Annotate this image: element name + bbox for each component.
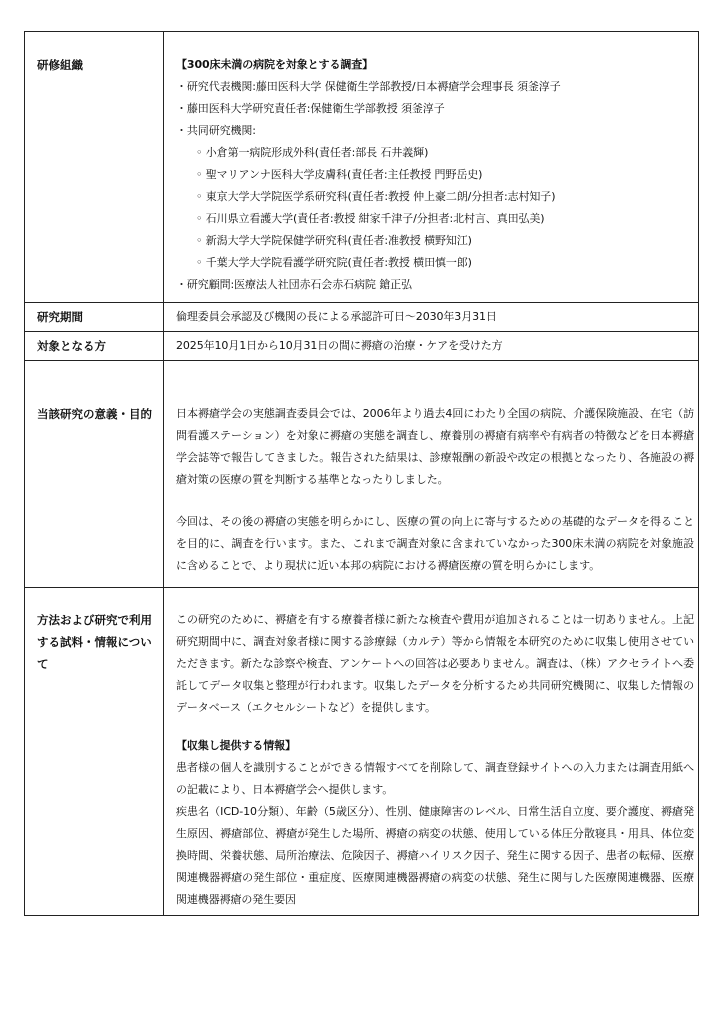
purpose-content	[164, 361, 698, 587]
label-cell	[25, 588, 164, 916]
row-purpose	[25, 361, 699, 588]
content-cell	[164, 361, 699, 588]
collaborator-item: ◦ 聖マリアンナ医科大学皮膚科(責任者:主任教授 門野岳史)	[196, 168, 483, 181]
collaborator-item: ◦ 新潟大学大学院保健学研究科(責任者:准教授 横野知江)	[196, 234, 472, 247]
label-cell	[25, 32, 164, 303]
purpose-paragraph: 今回は、その後の褥瘡の実態を明らかにし、医療の質の向上に寄与するための基礎的なデータを得ることを目的に、調査を行います。また、これまで調査対象に含まれていなかった300床未満の病院を対象施設に含めることで、より現状に近い本邦の病院における褥瘡医療の質を明らかにします。	[176, 515, 694, 572]
target-label: 対象となる方	[37, 339, 106, 353]
content-cell	[164, 32, 699, 303]
period-label: 研究期間	[37, 310, 83, 324]
organization-heading: 【300床未満の病院を対象とする調査】	[176, 58, 374, 71]
method-paragraph: この研究のために、褥瘡を有する療養者様に新たな検査や費用が追加されることは一切ありません。上記研究期間中に、調査対象者様に関する診療録（カルテ）等から情報を本研究のために収集し使用させていただきます。新たな診察や検査、アンケートへの回答は必要ありません。調査は、（株）アクセライトへ委託してデータ収集と整理が行われます。収集したデータを分析するため共同研究機関に、収集した情報のデータベース（エクセルシートなど）を提供します。	[176, 613, 694, 714]
collaborator-item: ◦ 東京大学大学院医学系研究科(責任者:教授 仲上豪二朗/分担者:志村知子)	[196, 190, 556, 203]
row-period	[25, 303, 699, 332]
purpose-paragraph: 日本褥瘡学会の実態調査委員会では、2006年より過去4回にわたり全国の病院、介護保険施設、在宅（訪問看護ステーション）を対象に褥瘡の実態を調査し、療養別の褥瘡有病率や有病者の特徴などを日本褥瘡学会誌等で報告してきました。報告された結果は、診療報酬の新設や改定の根拠となったり、各施設の褥瘡対策の医療の質を判断する基準となったりしました。	[176, 407, 694, 486]
collaborator-item: ◦ 石川県立看護大学(責任者:教授 紺家千津子/分担者:北村言、真田弘美)	[196, 212, 545, 225]
content-cell	[164, 303, 699, 332]
label-cell	[25, 361, 164, 588]
row-organization	[25, 32, 699, 303]
info-items: 疾患名（ICD-10分類）、年齢（5歳区分）、性別、健康障害のレベル、日常生活自立度、要介護度、褥瘡発生原因、褥瘡部位、褥瘡が発生した場所、褥瘡の病変の状態、使用している体圧分散寝具・用具、体位変換時間、栄養状態、局所治療法、危険因子、褥瘡ハイリスク因子、発生に関する因子、患者の転帰、医療関連機器褥瘡の発生部位・重症度、医療関連機器褥瘡の病変の状態、発生に関与した医療関連機器、医療関連機器褥瘡の発生要因	[176, 805, 694, 906]
organization-line: ・藤田医科大学研究責任者:保健衛生学部教授 須釜淳子	[176, 102, 445, 115]
method-label: 方法および研究で利用する試料・情報について	[37, 613, 152, 671]
row-method	[25, 588, 699, 916]
research-advisor: ・研究顧問:医療法人社団赤石会赤石病院 鎗正弘	[176, 278, 412, 291]
label-cell	[25, 303, 164, 332]
organization-line: ・研究代表機関:藤田医科大学 保健衛生学部教授/日本褥瘡学会理事長 須釜淳子	[176, 80, 561, 93]
content-cell	[164, 332, 699, 361]
row-target	[25, 332, 699, 361]
organization-content	[164, 32, 698, 302]
method-content	[164, 588, 698, 915]
period-value: 倫理委員会承認及び機関の長による承認許可日～2030年3月31日	[176, 310, 497, 323]
content-cell	[164, 588, 699, 916]
purpose-label: 当該研究の意義・目的	[37, 407, 152, 421]
collaborator-item: ◦ 千葉大学大学院看護学研究院(責任者:教授 横田慎一郎)	[196, 256, 472, 269]
label-cell	[25, 332, 164, 361]
info-heading: 【収集し提供する情報】	[176, 739, 296, 752]
research-info-table	[24, 31, 699, 916]
target-value: 2025年10月1日から10月31日の間に褥瘡の治療・ケアを受けた方	[176, 339, 503, 352]
organization-label: 研修組織	[37, 58, 83, 72]
organization-line: ・共同研究機関:	[176, 124, 256, 137]
info-intro: 患者様の個人を識別することができる情報すべてを削除して、調査登録サイトへの入力または調査用紙への記載により、日本褥瘡学会へ提供します。	[176, 761, 694, 796]
collaborator-item: ◦ 小倉第一病院形成外科(責任者:部長 石井義輝)	[196, 146, 429, 159]
